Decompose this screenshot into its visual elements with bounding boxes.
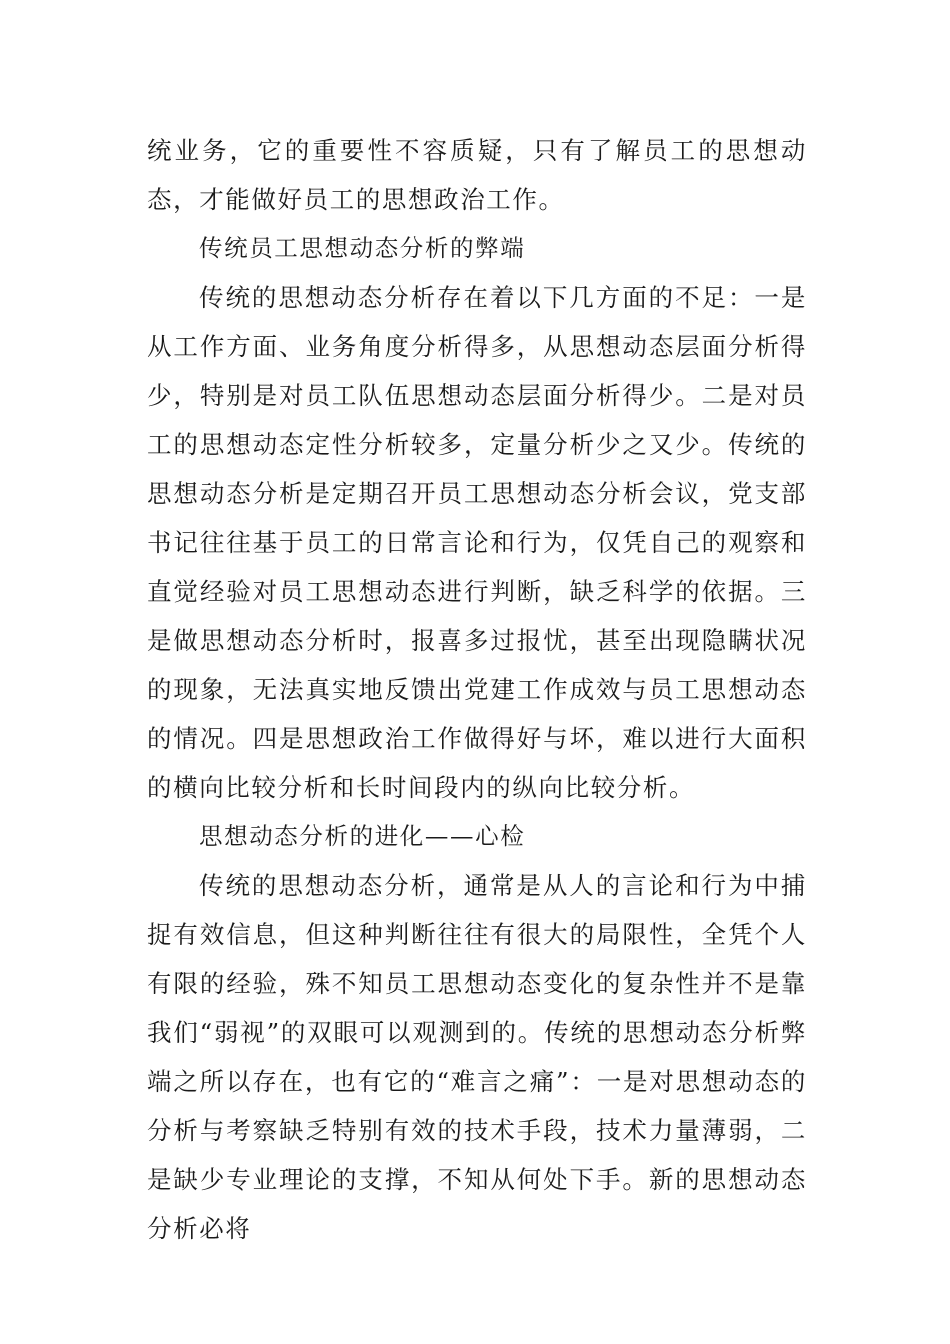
section-heading-evolution: 思想动态分析的进化——心检	[199, 822, 526, 850]
section-heading-drawbacks: 传统员工思想动态分析的弊端	[199, 234, 526, 262]
document-page	[147, 126, 807, 1253]
paragraph-continuation: 统业务，它的重要性不容质疑，只有了解员工的思想动态，才能做好员工的思想政治工作。	[147, 136, 807, 214]
paragraph-drawbacks: 传统的思想动态分析存在着以下几方面的不足：一是从工作方面、业务角度分析得多，从思想动态层面分析得少，特别是对员工队伍思想动态层面分析得少。二是对员工的思想动态定性分析较多，定量分析少之又少。传统的思想动态分析是定期召开员工思想动态分析会议，党支部书记往往基于员工的日常言论和行为，仅凭自己的观察和直觉经验对员工思想动态进行判断，缺乏科学的依据。三是做思想动态分析时，报喜多过报忧，甚至出现隐瞒状况的现象，无法真实地反馈出党建工作成效与员工思想动态的情况。四是思想政治工作做得好与坏，难以进行大面积的横向比较分析和长时间段内的纵向比较分析。	[147, 283, 807, 802]
paragraph-evolution: 传统的思想动态分析，通常是从人的言论和行为中捕捉有效信息，但这种判断往往有很大的局限性，全凭个人有限的经验，殊不知员工思想动态变化的复杂性并不是靠我们“弱视”的双眼可以观测到的。传统的思想动态分析弊端之所以存在，也有它的“难言之痛”：一是对思想动态的分析与考察缺乏特别有效的技术手段，技术力量薄弱，二是缺少专业理论的支撑，不知从何处下手。新的思想动态分析必将	[147, 871, 807, 1243]
